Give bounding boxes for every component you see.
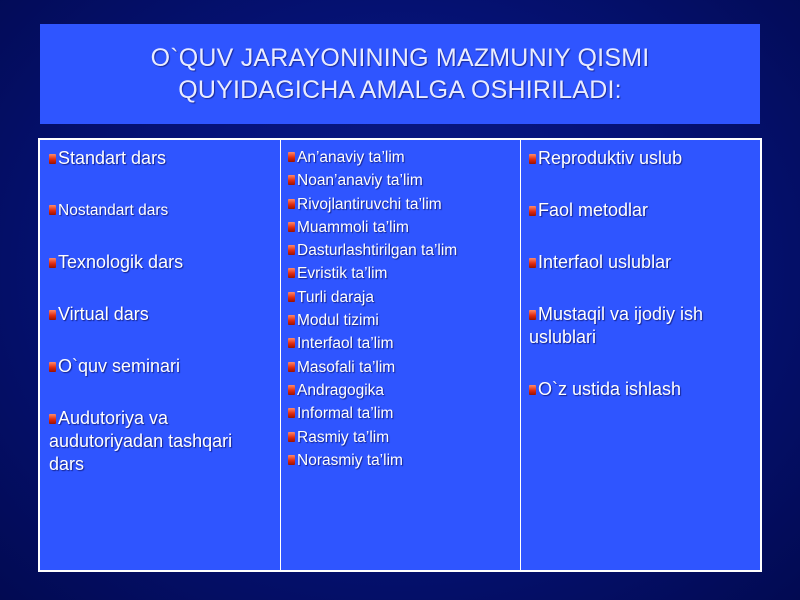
- list-item: Turli daraja: [288, 286, 514, 309]
- column-lesson-types: [40, 140, 281, 570]
- list-item: O`z ustida ishlash: [529, 378, 752, 401]
- red-square-bullet-icon: [49, 414, 56, 424]
- red-square-bullet-icon: [49, 362, 56, 372]
- list-item: Interfaol uslublar: [529, 251, 752, 274]
- list-item: Mustaqil va ijodiy ish uslublari: [529, 304, 704, 347]
- red-square-bullet-icon: [49, 154, 56, 164]
- red-square-bullet-icon: [288, 455, 295, 465]
- list-item: Masofali ta’lim: [288, 356, 514, 379]
- list-item: Nostandart dars: [49, 199, 272, 222]
- list-item: Interfaol ta’lim: [288, 332, 514, 355]
- list-item: Noan’anaviy ta’lim: [288, 169, 514, 192]
- red-square-bullet-icon: [288, 292, 295, 302]
- red-square-bullet-icon: [49, 258, 56, 268]
- list-item: Texnologik dars: [49, 251, 272, 274]
- red-square-bullet-icon: [288, 199, 295, 209]
- list-item: Norasmiy ta’lim: [288, 449, 514, 472]
- red-square-bullet-icon: [49, 310, 56, 320]
- red-square-bullet-icon: [288, 315, 295, 325]
- red-square-bullet-icon: [288, 338, 295, 348]
- red-square-bullet-icon: [288, 362, 295, 372]
- column-education-forms: [281, 140, 521, 570]
- red-square-bullet-icon: [529, 206, 536, 216]
- red-square-bullet-icon: [288, 245, 295, 255]
- red-square-bullet-icon: [49, 205, 56, 215]
- list-item: O`quv seminari: [49, 355, 272, 378]
- list-item: Rivojlantiruvchi ta’lim: [288, 193, 514, 216]
- red-square-bullet-icon: [529, 310, 536, 320]
- red-square-bullet-icon: [288, 152, 295, 162]
- list-item: An’anaviy ta’lim: [288, 146, 514, 169]
- red-square-bullet-icon: [288, 385, 295, 395]
- red-square-bullet-icon: [288, 432, 295, 442]
- list-item: Andragogika: [288, 379, 514, 402]
- red-square-bullet-icon: [288, 268, 295, 278]
- list-item: Standart dars: [49, 147, 272, 170]
- list-item: Informal ta’lim: [288, 402, 514, 425]
- red-square-bullet-icon: [288, 175, 295, 185]
- list-item: Muammoli ta’lim: [288, 216, 514, 239]
- list-item: Rasmiy ta’lim: [288, 426, 514, 449]
- list-item: Modul tizimi: [288, 309, 514, 332]
- list-item: Evristik ta’lim: [288, 262, 514, 285]
- slide-title-box: [40, 24, 760, 124]
- list-item: Audutoriya va audutoriyadan tashqari dars: [49, 408, 233, 474]
- red-square-bullet-icon: [529, 154, 536, 164]
- column-teaching-methods: [521, 140, 760, 570]
- list-item: Faol metodlar: [529, 199, 752, 222]
- red-square-bullet-icon: [529, 385, 536, 395]
- content-table: [38, 138, 762, 572]
- red-square-bullet-icon: [288, 408, 295, 418]
- slide-title-line-2: QUYIDAGICHA AMALGA OSHIRILADI:: [178, 76, 622, 104]
- red-square-bullet-icon: [529, 258, 536, 268]
- list-item: Reproduktiv uslub: [529, 147, 752, 170]
- slide-title-line-1: O`QUV JARAYONINING MAZMUNIY QISMI: [150, 44, 650, 72]
- list-item: Dasturlashtirilgan ta’lim: [288, 239, 514, 262]
- red-square-bullet-icon: [288, 222, 295, 232]
- list-item: Virtual dars: [49, 303, 272, 326]
